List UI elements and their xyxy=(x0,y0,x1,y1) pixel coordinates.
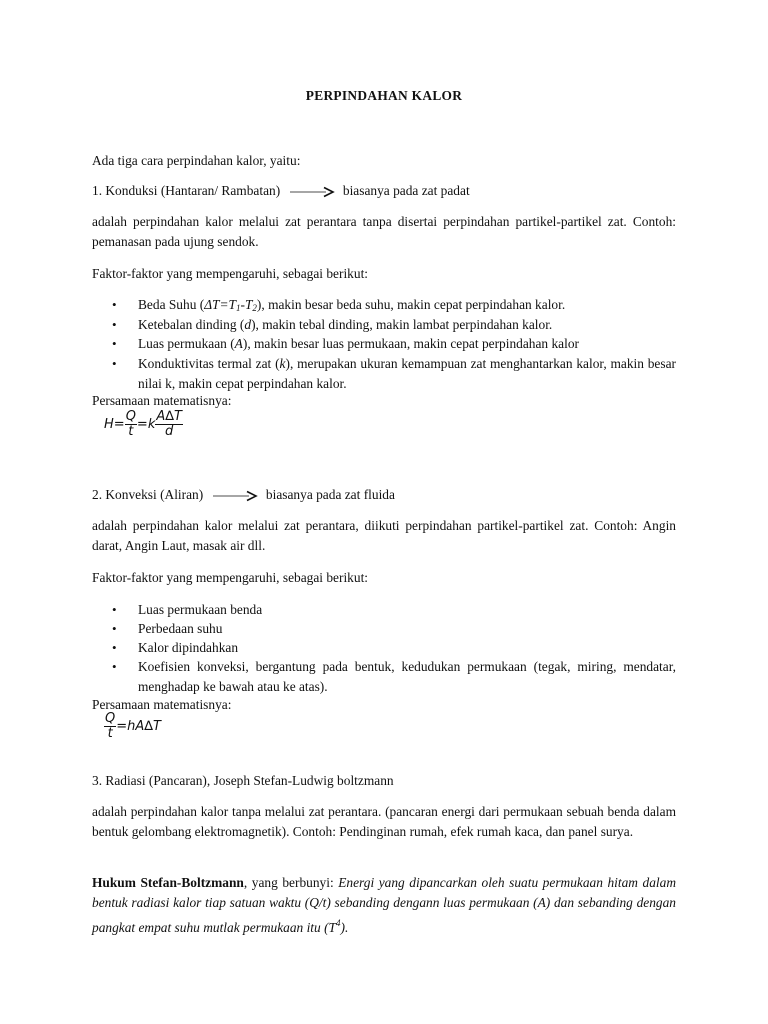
bullet-text: Koefisien konveksi, bergantung pada bentuk, kedudukan permukaan (tegak, miring, mendatar, menghadap ke bawah atau ke atas). xyxy=(138,659,676,694)
eq-h: H xyxy=(104,417,114,432)
law-superscript: 4 xyxy=(335,918,341,928)
law-end: ). xyxy=(340,920,349,935)
bullet-text: ), makin tebal dinding, makin lambat perpindahan kalor. xyxy=(251,317,553,332)
stefan-boltzmann-law xyxy=(92,873,676,938)
konveksi-bullet xyxy=(112,600,676,620)
t2-var: -T xyxy=(240,297,253,312)
bullet-text: ), makin besar luas permukaan, makin cepat perpindahan kalor xyxy=(242,336,579,351)
konduksi-bullet-ketebalan xyxy=(112,315,676,335)
fraction-adt-over-d xyxy=(155,410,183,439)
bullet-text: Perbedaan suhu xyxy=(138,621,223,636)
bullet-icon: • xyxy=(112,297,117,312)
konduksi-heading-line xyxy=(92,181,470,200)
eq-t: t xyxy=(107,726,113,741)
delta-t-var: ΔT=T xyxy=(204,297,236,312)
bullet-text: ), makin besar beda suhu, makin cepat perpindahan kalor. xyxy=(256,297,566,312)
konveksi-bullet xyxy=(112,638,676,658)
law-connector: , yang berbunyi: xyxy=(243,875,339,890)
konveksi-note: biasanya pada zat fluida xyxy=(265,487,395,502)
bullet-icon: • xyxy=(112,602,117,617)
konveksi-factors-intro: Faktor-faktor yang mempengaruhi, sebagai berikut: xyxy=(92,570,369,585)
bullet-text: Luas permukaan ( xyxy=(138,336,235,351)
var-d: d xyxy=(244,317,252,332)
konveksi-definition: adalah perpindahan kalor melalui zat perantara, diikuti perpindahan partikel-partikel zat. Contoh: Angin darat, Angin Laut, masak air dll. xyxy=(92,518,676,553)
konduksi-bullet-luas xyxy=(112,334,676,354)
konveksi-heading: 2. Konveksi (Aliran) xyxy=(92,487,204,502)
eq-t: t xyxy=(128,424,134,439)
konduksi-definition: adalah perpindahan kalor melalui zat perantara tanpa disertai perpindahan partikel-partikel zat. Contoh: pemanasan pada ujung sendok. xyxy=(92,214,676,249)
var-k: k xyxy=(279,356,286,371)
bullet-text: ), merupakan ukuran kemampuan zat menghantarkan kalor, makin besar nilai k, makin cepat perpindahan kalor. xyxy=(138,356,676,391)
bullet-icon: • xyxy=(112,640,117,655)
eq-d: d xyxy=(164,424,174,439)
bullet-text: Beda Suhu ( xyxy=(138,297,205,312)
eq-k: k xyxy=(147,417,156,432)
konveksi-equation-label: Persamaan matematisnya: xyxy=(92,697,232,712)
eq-q: Q xyxy=(105,711,116,726)
bullet-icon: • xyxy=(112,659,117,674)
konveksi-bullet xyxy=(112,619,676,639)
bullet-icon: • xyxy=(112,356,117,371)
law-name: Hukum Stefan-Boltzmann xyxy=(92,875,244,890)
bullet-icon: • xyxy=(112,336,117,351)
bullet-text: Kalor dipindahkan xyxy=(138,640,239,655)
eq-a-delta-t: A∆T xyxy=(156,409,182,424)
konveksi-bullet xyxy=(112,657,676,696)
eq-equals: = xyxy=(136,417,148,432)
document-title: PERPINDAHAN KALOR xyxy=(305,88,463,103)
konduksi-equation-label: Persamaan matematisnya: xyxy=(92,393,232,408)
fraction-q-over-t xyxy=(104,712,116,741)
arrow-right-icon xyxy=(288,186,336,198)
konduksi-equation xyxy=(104,410,183,439)
bullet-text: Ketebalan dinding ( xyxy=(138,317,245,332)
bullet-text: Konduktivitas termal zat ( xyxy=(138,356,280,371)
var-a: A xyxy=(234,336,243,351)
konduksi-note: biasanya pada zat padat xyxy=(342,183,470,198)
law-statement: Energi yang dipancarkan oleh suatu permukaan hitam dalam bentuk radiasi kalor tiap satuan waktu (Q/t) sebanding dengann luas permukaan (A) dan sebanding dengan pangkat empat suhu mutlak permukaan itu (T xyxy=(92,875,676,935)
radiasi-definition: adalah perpindahan kalor tanpa melalui zat perantara. (pancaran energi dari permukaan sebuah benda dalam bentuk gelombang elektromagnetik). Contoh: Pendinginan rumah, efek rumah kaca, dan panel surya. xyxy=(92,804,676,839)
fraction-q-over-t xyxy=(125,410,137,439)
konveksi-heading-line xyxy=(92,485,395,504)
arrow-right-icon xyxy=(211,490,259,502)
konveksi-equation xyxy=(104,712,161,741)
subscript-1: 1 xyxy=(236,303,241,313)
eq-q: Q xyxy=(125,409,136,424)
konduksi-heading: 1. Konduksi (Hantaran/ Rambatan) xyxy=(92,183,281,198)
eq-equals: = xyxy=(113,417,125,432)
bullet-icon: • xyxy=(112,621,117,636)
intro-text: Ada tiga cara perpindahan kalor, yaitu: xyxy=(92,153,301,168)
subscript-2: 2 xyxy=(252,303,257,313)
bullet-text: Luas permukaan benda xyxy=(138,602,263,617)
konduksi-factors-intro: Faktor-faktor yang mempengaruhi, sebagai berikut: xyxy=(92,266,369,281)
radiasi-heading: 3. Radiasi (Pancaran), Joseph Stefan-Ludwig boltzmann xyxy=(92,773,394,788)
bullet-icon: • xyxy=(112,317,117,332)
eq-rhs: =hA∆T xyxy=(116,719,161,734)
konduksi-bullet-konduktivitas xyxy=(112,354,676,393)
